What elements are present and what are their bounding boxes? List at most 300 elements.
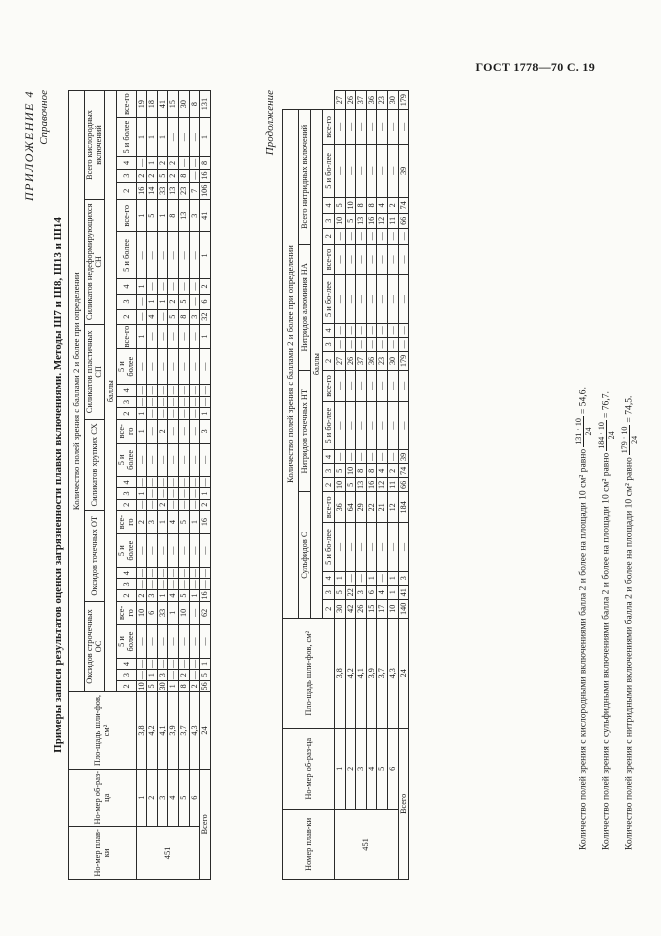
ball-subheader: 3 xyxy=(323,337,335,351)
ball-subheader: 5 и бо-лее xyxy=(323,523,335,571)
ball-subheader: 2 xyxy=(116,309,136,324)
table-cell: — xyxy=(168,659,178,669)
table-cell: — xyxy=(179,349,190,385)
table-row xyxy=(366,91,377,880)
table-cell: 2 xyxy=(147,769,158,826)
table-cell: — xyxy=(189,324,200,349)
table-cell: — xyxy=(168,534,179,568)
table-cell: 30 xyxy=(157,682,167,691)
total-cell: 184 xyxy=(398,492,409,523)
table-cell: — xyxy=(136,534,147,568)
ball-subheader: 4 xyxy=(323,450,335,464)
table-cell: 36 xyxy=(366,351,377,370)
table-cell: — xyxy=(366,401,377,449)
table-cell: — xyxy=(335,275,346,323)
table-cell: 5 xyxy=(168,309,179,324)
table-cell: 3 xyxy=(157,670,168,681)
table-cell: — xyxy=(345,371,356,402)
table-cell: — xyxy=(136,386,146,395)
table-cell: 4 xyxy=(147,309,158,324)
table-cell: — xyxy=(189,169,200,182)
table-cell: — xyxy=(377,371,388,402)
table-cell: — xyxy=(356,244,367,275)
table-cell: 5 xyxy=(179,294,190,309)
table-row xyxy=(335,91,346,880)
table-cell: 37 xyxy=(356,351,367,370)
table-cell: — xyxy=(387,323,398,337)
total-cell: 3 xyxy=(200,420,211,443)
table-cell: 12 xyxy=(377,478,388,492)
table-cell: 10 xyxy=(179,601,190,624)
table-cell: — xyxy=(136,671,146,680)
table-cell: 16 xyxy=(366,478,377,492)
ball-subheader: 5 и более xyxy=(116,443,136,477)
appendix-block xyxy=(22,90,50,201)
total-cell: 39 xyxy=(398,144,409,198)
table-cell: 10 xyxy=(136,601,147,624)
table-cell: — xyxy=(147,349,158,385)
table-cell: — xyxy=(345,523,356,571)
table-cell: — xyxy=(335,371,346,402)
total-cell: — xyxy=(200,569,210,578)
total-cell: — xyxy=(398,401,409,449)
total-cell: — xyxy=(398,523,409,571)
table-cell: 5 xyxy=(345,213,356,228)
table-cell: 8 xyxy=(179,681,190,692)
ball-subheader: все-го xyxy=(323,244,335,275)
table-cell: 8 xyxy=(189,91,200,118)
table-cell: 8 xyxy=(366,464,377,478)
table-cell: 10 xyxy=(345,464,356,478)
table-cell: 16 xyxy=(366,213,377,228)
ball-subheader: все-го xyxy=(116,510,136,533)
table-cell: 2 xyxy=(345,728,356,809)
table-cell: — xyxy=(366,275,377,323)
group-header: Всего нитридных включений xyxy=(299,110,311,244)
appendix-label: ПРИЛОЖЕНИЕ 4 xyxy=(22,90,36,201)
total-cell: 2 xyxy=(200,499,211,510)
total-cell: — xyxy=(398,323,409,337)
ball-subheader: 4 xyxy=(323,571,335,585)
table-cell: — xyxy=(377,571,388,585)
table-cell: — xyxy=(356,229,367,244)
table-cell: 2 xyxy=(136,510,147,533)
table-cell: — xyxy=(157,279,168,294)
total-cell: — xyxy=(398,275,409,323)
table-cell: 5 xyxy=(335,585,346,599)
total-cell: 39 xyxy=(398,450,409,464)
table-cell: 5 xyxy=(179,590,190,601)
table-cell: 10 xyxy=(335,213,346,228)
table-cell: — xyxy=(387,523,398,571)
table-cell: — xyxy=(168,324,179,349)
total-cell: — xyxy=(200,397,210,407)
rotated-content xyxy=(22,90,642,880)
table-cell: — xyxy=(335,337,346,351)
table-cell: — xyxy=(136,157,147,170)
table-cell: — xyxy=(147,324,158,349)
table-cell: — xyxy=(179,443,190,477)
table-cell: — xyxy=(168,569,178,578)
footnote-text: Количество полей зрения с кислородными включениями балла 2 и более на площади 10 см² равно xyxy=(577,448,589,850)
table-cell: 1 xyxy=(366,571,377,585)
table-cell: — xyxy=(179,534,190,568)
table-cell: 1 xyxy=(168,681,179,692)
table-cell: — xyxy=(189,569,199,578)
table-cell: 4,2 xyxy=(345,618,356,728)
table-cell: — xyxy=(168,580,178,589)
table-cell: 3,8 xyxy=(335,618,346,728)
table-row xyxy=(179,91,190,880)
table-cell: 3 xyxy=(189,199,200,232)
table-cell: — xyxy=(377,144,388,198)
fraction-denominator: 24 xyxy=(584,427,593,436)
table-cell: 5 xyxy=(147,199,158,232)
table-cell: 1 xyxy=(136,118,147,157)
table-cell: — xyxy=(189,534,200,568)
table-cell: — xyxy=(179,232,190,279)
table-cell: — xyxy=(366,323,377,337)
table-cell: 4 xyxy=(168,590,179,601)
table-cell: — xyxy=(377,110,388,144)
total-row xyxy=(200,91,211,880)
table-cell: — xyxy=(189,625,200,659)
table-cell: — xyxy=(189,397,199,407)
table-cell: — xyxy=(136,397,146,407)
table-cell: — xyxy=(179,478,188,487)
table-cell: 15 xyxy=(366,599,377,618)
table-cell: 12 xyxy=(377,213,388,228)
ball-subheader: 2 xyxy=(116,499,136,510)
table-cell: — xyxy=(136,580,146,589)
table-cell: 1 xyxy=(136,488,147,499)
ball-subheader: 2 xyxy=(116,681,136,692)
table-cell: — xyxy=(168,397,178,407)
table-cell: — xyxy=(157,659,167,669)
table-cell: — xyxy=(179,409,188,418)
fraction-denominator: 24 xyxy=(607,431,616,440)
balls-label: баллы xyxy=(104,91,116,692)
group-header: Оксидов точечных ОТ xyxy=(85,510,105,601)
table-cell: — xyxy=(147,569,157,578)
table-cell: — xyxy=(157,386,167,395)
table-cell: 1 xyxy=(157,510,168,533)
table-cell: — xyxy=(147,625,158,659)
total-cell: 24 xyxy=(200,692,211,769)
table-cell: 36 xyxy=(335,492,346,523)
appendix-kind: Справочное xyxy=(38,90,50,145)
ball-subheader: 4 xyxy=(116,157,136,170)
table-cell: — xyxy=(366,371,377,402)
table-cell: — xyxy=(147,443,158,477)
table-cell: 1 xyxy=(335,571,346,585)
ball-subheader: 3 xyxy=(116,294,136,309)
total-cell: 62 xyxy=(200,601,211,624)
table-cell: 8 xyxy=(179,169,190,182)
ball-subheader: все-го xyxy=(323,492,335,523)
total-cell: — xyxy=(200,443,211,477)
footnote-result: = 74,5. xyxy=(623,395,635,423)
total-cell: 6 xyxy=(200,294,211,309)
table-cell: — xyxy=(377,244,388,275)
table-cell: — xyxy=(356,571,367,585)
table-cell: — xyxy=(147,420,158,443)
table-cell: 4,3 xyxy=(387,618,398,728)
table-cell: — xyxy=(136,443,147,477)
table-cell: — xyxy=(189,500,199,509)
table-cell: 1 xyxy=(136,769,147,826)
table-cell: — xyxy=(147,279,158,294)
table-cell: — xyxy=(136,625,147,659)
table-cell: 3,7 xyxy=(377,618,388,728)
table-cell: — xyxy=(179,324,190,349)
table-cell: — xyxy=(157,397,167,407)
table-cell: — xyxy=(345,401,356,449)
table-cell: — xyxy=(189,157,200,170)
table-cell: — xyxy=(335,144,346,198)
table-cell: — xyxy=(356,144,367,198)
ball-subheader: 2 xyxy=(116,182,136,199)
ball-subheader: все-го xyxy=(116,199,136,232)
balls-label: баллы xyxy=(311,110,323,619)
table-cell: — xyxy=(168,625,179,659)
table-cell: 4,1 xyxy=(157,692,168,769)
table-cell: 2 xyxy=(179,670,190,681)
table-cell: 4 xyxy=(377,464,388,478)
total-cell: 1 xyxy=(200,408,211,420)
table-cell: 3,7 xyxy=(179,692,190,769)
table-cell: — xyxy=(157,309,168,324)
total-cell: 24 xyxy=(398,618,409,728)
table-cell: 33 xyxy=(157,601,168,624)
total-cell: 66 xyxy=(398,478,409,492)
table-oxygen-inclusions xyxy=(68,90,211,880)
table-cell: 13 xyxy=(179,199,190,232)
group-header: Нитридов алюминия НА xyxy=(299,244,311,370)
table-cell: 23 xyxy=(179,182,190,199)
table-cell: 2 xyxy=(189,681,200,692)
table-sulfide-nitride-inclusions xyxy=(282,90,409,880)
table-cell: 2 xyxy=(147,169,158,182)
table-cell: — xyxy=(366,337,377,351)
ball-subheader: 5 и более xyxy=(116,534,136,568)
table-cell: 29 xyxy=(356,492,367,523)
total-cell: — xyxy=(200,534,211,568)
table-cell: — xyxy=(345,450,356,464)
table-cell: — xyxy=(377,523,388,571)
total-cell: — xyxy=(398,337,409,351)
table-cell: 3 xyxy=(147,590,158,601)
table-cell: — xyxy=(157,534,168,568)
table-cell: — xyxy=(189,279,200,294)
ball-subheader: 4 xyxy=(116,384,136,396)
table-cell: 19 xyxy=(136,91,147,118)
table-cell: 1 xyxy=(147,118,158,157)
table-cell: — xyxy=(157,232,168,279)
table-cell: 12 xyxy=(387,492,398,523)
total-cell: 1 xyxy=(200,658,211,669)
table-cell: 4 xyxy=(377,585,388,599)
continuation-label: Продолжение xyxy=(264,90,276,156)
ball-subheader: 2 xyxy=(323,599,335,618)
table-row xyxy=(356,91,367,880)
fraction-numerator: 179 · 10 xyxy=(620,426,629,454)
ball-subheader: все-го xyxy=(323,371,335,402)
table-cell: 6 xyxy=(147,601,158,624)
table-cell: 41 xyxy=(157,91,168,118)
table-cell: — xyxy=(179,279,190,294)
table-cell: 4,3 xyxy=(189,692,200,769)
table-cell: 30 xyxy=(179,91,190,118)
table-cell: — xyxy=(147,397,157,407)
table-cell: 1 xyxy=(147,670,158,681)
table-cell: — xyxy=(189,601,200,624)
total-label: Всего xyxy=(200,769,211,879)
table-cell: — xyxy=(377,229,388,244)
table-cell: — xyxy=(147,232,158,279)
table-cell: — xyxy=(147,500,157,509)
table-cell: — xyxy=(136,569,146,578)
fraction-numerator: 184 · 10 xyxy=(597,422,606,449)
total-cell: 74 xyxy=(398,198,409,213)
group-header: Силикатов недеформирующихся СН xyxy=(85,199,105,324)
table-cell: — xyxy=(179,569,188,578)
total-cell: — xyxy=(200,478,210,487)
table-cell: 16 xyxy=(136,182,147,199)
table-cell: — xyxy=(345,275,356,323)
total-cell: 16 xyxy=(200,169,211,182)
total-cell: 66 xyxy=(398,213,409,228)
table-cell: — xyxy=(345,337,356,351)
table-cell: — xyxy=(189,409,199,418)
table-cell: — xyxy=(179,157,190,170)
table-cell: — xyxy=(168,279,179,294)
table-cell: — xyxy=(179,386,188,395)
fraction xyxy=(597,420,616,451)
table-cell: 10 xyxy=(335,478,346,492)
table-cell: — xyxy=(335,401,346,449)
table-cell: — xyxy=(147,534,158,568)
total-cell: 74 xyxy=(398,464,409,478)
table-cell: 1 xyxy=(157,590,168,601)
total-cell: 106 xyxy=(200,182,211,199)
table-cell: 6 xyxy=(189,769,200,826)
total-cell: 2 xyxy=(200,279,211,294)
table-cell: 1 xyxy=(136,408,147,420)
table-cell: 22 xyxy=(345,585,356,599)
table-cell: — xyxy=(356,337,367,351)
table-cell: — xyxy=(356,450,367,464)
table-cell: — xyxy=(189,294,200,309)
table-cell: — xyxy=(189,420,200,443)
table-cell: — xyxy=(147,478,157,487)
table-cell: 2 xyxy=(157,420,168,443)
table-cell: — xyxy=(356,371,367,402)
table-cell: — xyxy=(179,118,190,157)
table-cell: 6 xyxy=(387,728,398,809)
table-cell: — xyxy=(356,323,367,337)
table-cell: 26 xyxy=(356,599,367,618)
table-cell: — xyxy=(157,324,168,349)
ball-subheader: 4 xyxy=(116,477,136,488)
ball-subheader: все-го xyxy=(116,601,136,624)
group-header: Нитридов точечных НТ xyxy=(299,371,311,492)
table-cell: 4 xyxy=(377,198,388,213)
table-cell: 6 xyxy=(366,585,377,599)
ball-subheader: 5 и более xyxy=(116,232,136,279)
table-cell: 2 xyxy=(136,590,147,601)
ball-subheader: 4 xyxy=(116,568,136,579)
melt-number-header: Номер плав-ки xyxy=(283,809,335,879)
table-cell: 1 xyxy=(136,199,147,232)
table-cell: — xyxy=(387,401,398,449)
table-cell: 3,9 xyxy=(168,692,179,769)
table-row xyxy=(157,91,168,880)
table-row xyxy=(387,91,398,880)
table-cell: — xyxy=(189,580,199,589)
table-cell: 1 xyxy=(147,157,158,170)
total-cell: — xyxy=(398,229,409,244)
ball-subheader: 5 и бо-лее xyxy=(323,144,335,198)
ball-subheader: 3 xyxy=(116,169,136,182)
table-cell: — xyxy=(157,443,168,477)
table-cell: 8 xyxy=(356,198,367,213)
table-cell: — xyxy=(189,659,199,669)
total-cell: 140 xyxy=(398,599,409,618)
fraction-denominator: 24 xyxy=(630,435,639,444)
table-cell: — xyxy=(356,110,367,144)
ball-subheader: 2 xyxy=(323,229,335,244)
table-cell: — xyxy=(168,409,178,418)
table-cell: 1 xyxy=(157,199,168,232)
top-caption: Количество полей зрения с баллами 2 и более при определении xyxy=(69,91,85,692)
table-cell: — xyxy=(189,478,199,487)
total-label: Всего xyxy=(398,728,409,879)
table-cell: 1 xyxy=(157,118,168,157)
ball-subheader: 3 xyxy=(116,488,136,499)
table-cell: 22 xyxy=(366,492,377,523)
table-cell: — xyxy=(356,401,367,449)
total-cell: 32 xyxy=(200,309,211,324)
table-cell: — xyxy=(168,349,179,385)
table-cell: 1 xyxy=(387,585,398,599)
table-cell: 5 xyxy=(377,728,388,809)
table-cell: 15 xyxy=(168,91,179,118)
table-cell: — xyxy=(136,500,146,509)
table-cell: — xyxy=(168,386,178,395)
table-cell: — xyxy=(168,489,178,498)
group-header: Силикатов пластичных СП xyxy=(85,324,105,419)
table-cell: — xyxy=(335,523,346,571)
table-cell: — xyxy=(377,275,388,323)
table-cell: — xyxy=(377,323,388,337)
table-cell: — xyxy=(157,409,167,418)
table-cell: 8 xyxy=(168,199,179,232)
sample-number-header: Но-мер об-раз-ца xyxy=(283,728,335,809)
melt-id: 451 xyxy=(136,826,200,879)
table-cell: — xyxy=(189,232,200,279)
table-cell: — xyxy=(179,500,188,509)
ball-subheader: 5 и бо-лее xyxy=(323,275,335,323)
table-cell: 8 xyxy=(356,464,367,478)
table-cell: 18 xyxy=(147,91,158,118)
table-cell: — xyxy=(179,625,190,659)
sample-number-header: Но-мер об-раз-ца xyxy=(69,769,137,826)
table-cell: — xyxy=(189,118,200,157)
total-cell: 179 xyxy=(398,351,409,370)
table-cell: 64 xyxy=(345,492,356,523)
ball-subheader: 2 xyxy=(116,408,136,420)
